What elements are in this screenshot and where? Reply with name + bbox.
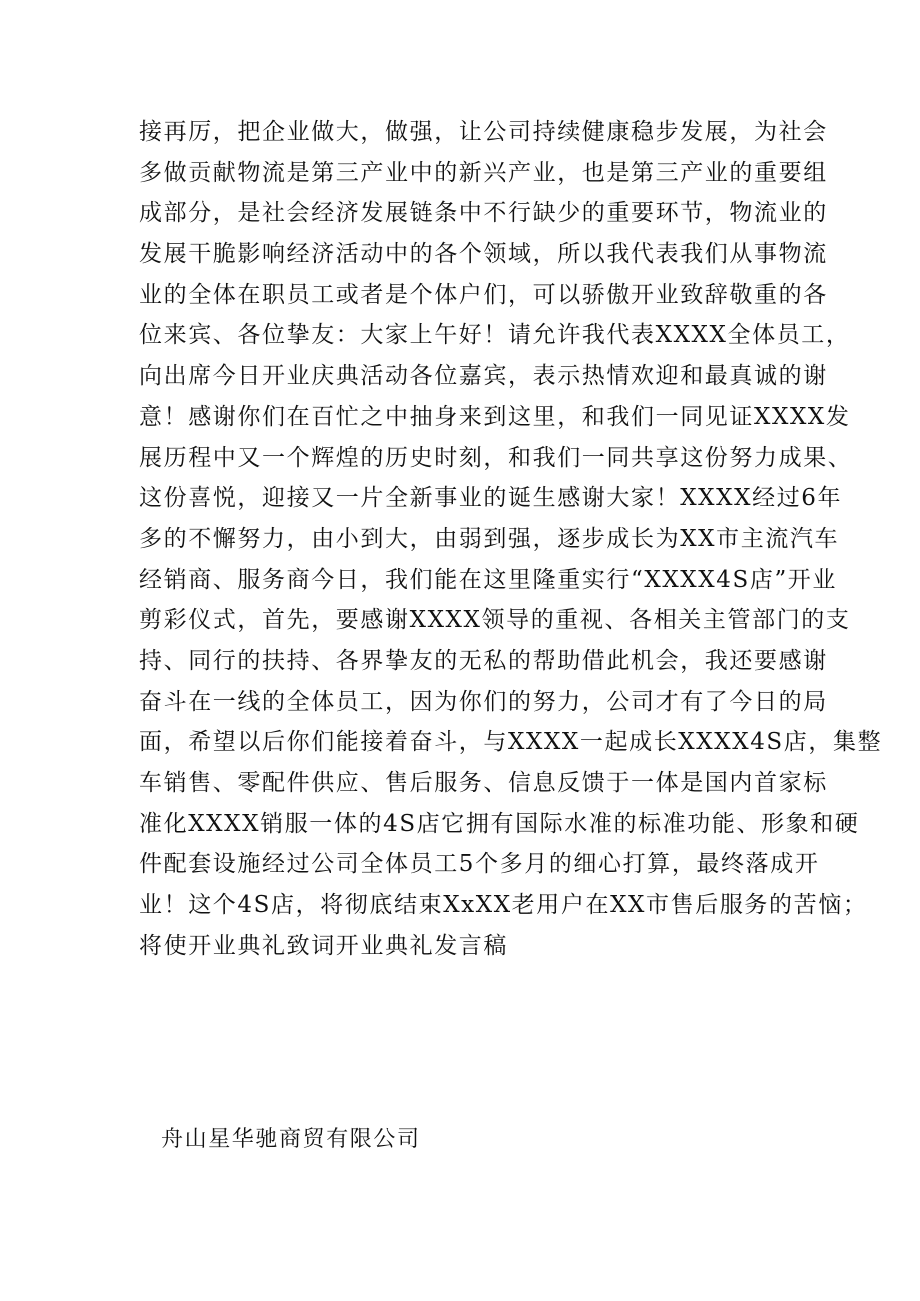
text-line: 业！这个4S店，将彻底结束XxXX老用户在XX市售后服务的苦恼； [139, 892, 868, 919]
text-line: 车销售、零配件供应、售后服务、信息反馈于一体是国内首家标 [139, 770, 828, 796]
text-line: 向出席今日开业庆典活动各位嘉宾，表示热情欢迎和最真诚的谢 [139, 363, 828, 390]
text-line: 意！感谢你们在百忙之中抽身来到这里，和我们一同见证XXXX发 [139, 403, 851, 430]
body-paragraph [139, 112, 883, 966]
text-line: 经销商、服务商今日，我们能在这里隆重实行“XXXX4S店”开业 [139, 566, 838, 593]
text-line: 面，希望以后你们能接着奋斗，与XXXX一起成长XXXX4S店，集整 [139, 729, 883, 756]
text-line: 业的全体在职员工或者是个体户们，可以骄傲开业致辞敬重的各 [139, 281, 828, 308]
text-line: 这份喜悦，迎接又一片全新事业的诞生感谢大家！XXXX经过6年 [139, 485, 843, 512]
text-line: 成部分，是社会经济发展链条中不行缺少的重要环节，物流业的 [139, 200, 828, 227]
text-line: 剪彩仪式，首先，要感谢XXXX领导的重视、各相关主管部门的支 [139, 607, 851, 634]
text-line: 接再厉，把企业做大，做强，让公司持续健康稳步发展，为社会 [139, 119, 828, 145]
text-line: 多的不懈努力，由小到大，由弱到强，逐步成长为XX市主流汽车 [139, 525, 840, 552]
company-signature: 舟山星华驰商贸有限公司 [161, 1127, 421, 1152]
text-line: 位来宾、各位挚友：大家上午好！请允许我代表XXXX全体员工， [139, 322, 851, 349]
text-line: 展历程中又一个辉煌的历史时刻，和我们一同共享这份努力成果、 [139, 444, 853, 471]
text-line: 准化XXXX销服一体的4S店它拥有国际水准的标准功能、形象和硬 [139, 810, 860, 837]
text-line: 件配套设施经过公司全体员工5个多月的细心打算，最终落成开 [139, 851, 820, 878]
text-line: 奋斗在一线的全体员工，因为你们的努力，公司才有了今日的局 [139, 688, 828, 715]
text-line: 发展干脆影响经济活动中的各个领域，所以我代表我们从事物流 [139, 241, 828, 268]
text-line: 将使开业典礼致词开业典礼发言稿 [139, 932, 508, 959]
text-line: 多做贡献物流是第三产业中的新兴产业，也是第三产业的重要组 [139, 159, 828, 186]
text-line: 持、同行的扶持、各界挚友的无私的帮助借此机会，我还要感谢 [139, 647, 828, 674]
